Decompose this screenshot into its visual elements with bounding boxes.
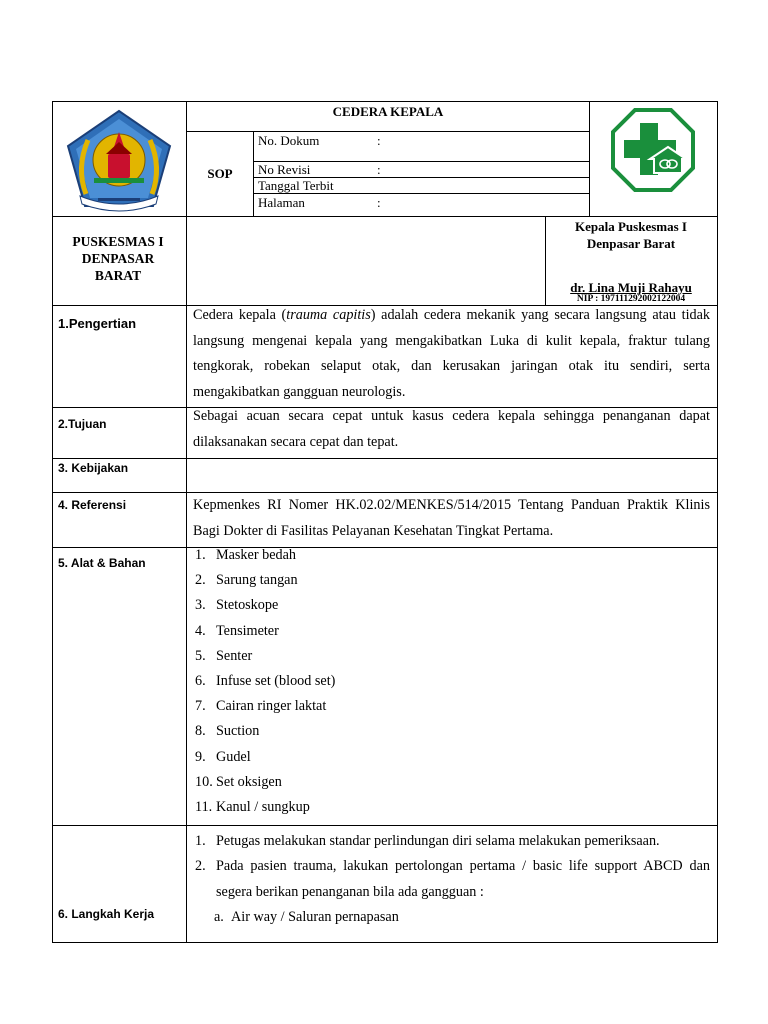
- kota-denpasar-logo: [64, 108, 174, 212]
- field-sep: :: [377, 195, 381, 210]
- signatory-position: Kepala Puskesmas I Denpasar Barat: [575, 219, 687, 251]
- field-sep: :: [377, 162, 381, 177]
- field-halaman: [258, 195, 588, 211]
- section-label-alat-bahan: 5. Alat & Bahan: [58, 556, 146, 570]
- list-item: 5. Senter: [195, 647, 253, 664]
- list-item: 7. Cairan ringer laktat: [195, 698, 327, 715]
- step-number: 2.: [195, 858, 206, 874]
- field-label: Halaman: [258, 195, 305, 210]
- langkah-step-2: [193, 854, 710, 905]
- pengertian-term: trauma capitis: [286, 307, 371, 323]
- sop-label: SOP: [207, 166, 233, 181]
- section-label-pengertian: 1.Pengertian: [58, 316, 137, 331]
- field-label: Tanggal Terbit: [258, 178, 334, 193]
- step-text: Pada pasien trauma, lakukan pertolongan pertama / basic life support ABCD dan segera berikan penanganan bila ada gangguan :: [216, 858, 710, 900]
- referensi-text: Kepmenkes RI Nomer HK.02.02/MENKES/514/2015 Tentang Panduan Praktik Klinis Bagi Dokter di Fasilitas Pelayanan Kesehatan Tingkat Pertama.: [193, 497, 710, 539]
- pengertian-text-before: Cedera kepala (: [193, 307, 287, 323]
- langkah-step-1: [193, 829, 710, 855]
- langkah-step-2a: [193, 905, 710, 931]
- list-item: 11. Kanul / sungkup: [195, 798, 310, 815]
- list-item: 3. Stetoskope: [195, 597, 279, 614]
- field-no-revisi: [258, 162, 588, 178]
- field-tanggal-terbit: [258, 178, 588, 194]
- tujuan-text: Sebagai acuan secara cepat untuk kasus cedera kepala sehingga penanganan dapat dilaksanakan secara cepat dan tepat.: [193, 408, 710, 450]
- section-label-referensi: 4. Referensi: [58, 498, 127, 512]
- field-no-dokum: [258, 133, 588, 149]
- puskesmas-logo: [610, 107, 696, 193]
- list-item: 8. Suction: [195, 723, 260, 740]
- list-item: 6. Infuse set (blood set): [195, 672, 336, 689]
- alat-bahan-list: [185, 543, 705, 820]
- list-item: 10. Set oksigen: [195, 773, 282, 790]
- pengertian-text-after: ) adalah cedera mekanik yang secara langsung atau tidak langsung mengenai kepala yang mengakibatkan Luka di kulit kepala, fraktur tulang tengkorak, robekan selaput otak, dan kerusakan jaringan otak itu sendiri, serta mengakibatkan gangguan neurologis.: [193, 307, 710, 400]
- list-item: 2. Sarung tangan: [195, 572, 298, 589]
- step-number: a.: [214, 909, 224, 925]
- org-name: PUSKESMAS I DENPASAR BARAT: [72, 234, 164, 283]
- step-number: 1.: [195, 833, 206, 849]
- field-label: No Revisi: [258, 162, 311, 177]
- pengertian-text: [193, 303, 710, 405]
- section-label-kebijakan: 3. Kebijakan: [58, 461, 129, 475]
- list-item: 9. Gudel: [195, 748, 251, 765]
- list-item: 4. Tensimeter: [195, 622, 279, 639]
- document-title: CEDERA KEPALA: [332, 104, 444, 119]
- section-label-tujuan: 2.Tujuan: [58, 417, 107, 431]
- field-label: No. Dokum: [258, 133, 320, 148]
- signatory-nip: NIP : 197111292002122004: [576, 294, 686, 304]
- section-label-langkah-kerja: 6. Langkah Kerja: [58, 907, 155, 921]
- step-text: Petugas melakukan standar perlindungan diri selama melakukan pemeriksaan.: [216, 833, 660, 849]
- field-sep: :: [377, 133, 381, 148]
- signatory-name: dr. Lina Muji Rahayu: [570, 280, 692, 295]
- list-item: 1. Masker bedah: [195, 547, 296, 563]
- step-text: Air way / Saluran pernapasan: [231, 909, 399, 925]
